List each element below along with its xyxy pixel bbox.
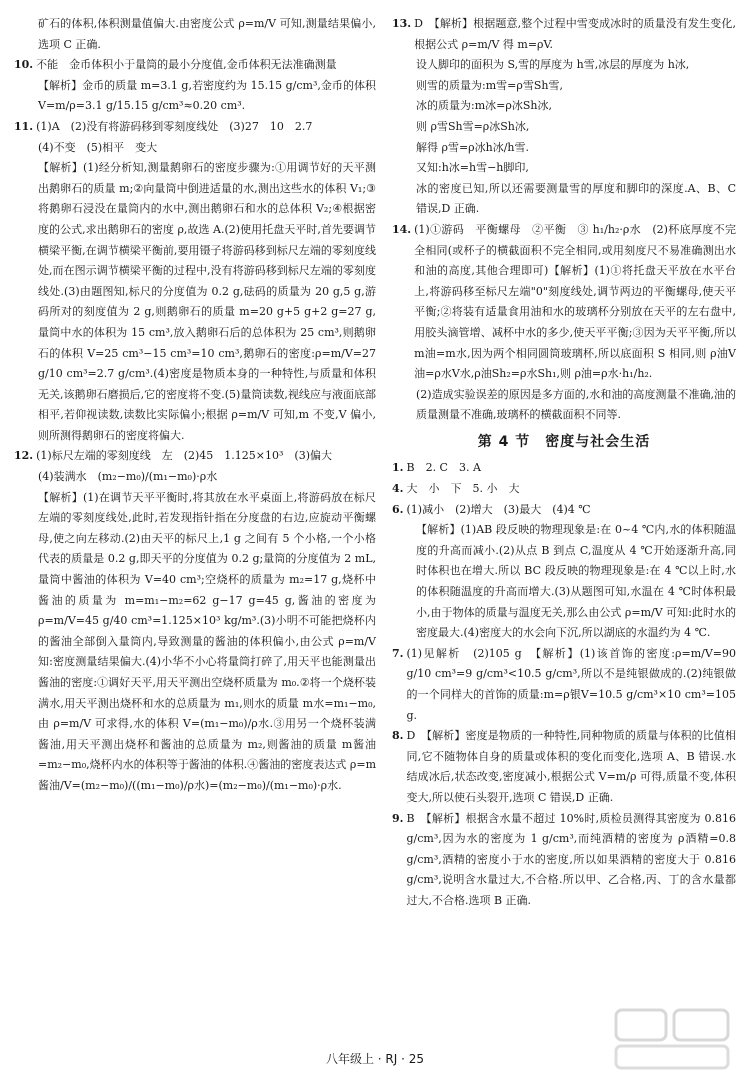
answer-item	[14, 117, 376, 138]
answer-item	[392, 220, 736, 385]
answer-text: B 2. C 3. A	[406, 461, 481, 475]
explanation-text: 【解析】(1)AB 段反映的物理现象是:在 0~4 ℃内,水的体积随温度的升高而减小.(2)从点 B 到点 C,温度从 4 ℃开始逐渐升高,同时体积也在增大.所以 BC 段反映的物理现象是:在 4 ℃以上时,水的体积随温度的升高而增大.(3)从题图可知,水温在 4 ℃时体积最小,由于物体的质量与温度无关,那么由公式 ρ=m/V 可知:此时水的密度最大.(4)密度大的水会向下沉,所以湖底的水温约为 4 ℃.	[416, 523, 736, 640]
answer-text: D 【解析】密度是物质的一种特性,同种物质的质量与体积的比值相同,它不随物体自身的质量或体积的变化而变化,选项 A、B 错误.水结成冰后,状态改变,密度减小,根据公式 V=m/ρ 可得,质量不变,体积变大,所以使石头裂开,选项 C 错误,D 正确.	[406, 729, 736, 804]
right-bottom-answers	[392, 458, 736, 911]
explanation-text: 冰的质量为:m冰=ρ冰Sh冰,	[416, 99, 552, 113]
explanation-text: 则 ρ雪Sh雪=ρ冰Sh冰,	[416, 119, 530, 133]
explanation-text: (4)不变 (5)相平 变大	[38, 140, 158, 154]
question-number: 14.	[392, 222, 412, 236]
answer-text: B 【解析】根据含水量不超过 10%时,质检员测得其密度为 0.816 g/cm³,因为水的密度为 1 g/cm³,而纯酒精的密度为 ρ酒精=0.8 g/cm³,酒精的密度小于水的密度,所以如果酒精的密度大于 0.816 g/cm³,说明含水量过大,不合格.所以甲、乙合格,丙、丁的含水量都过大,不合格.选项 B 正确.	[406, 811, 736, 907]
answer-text: (1)A (2)没有将游码移到零刻度线处 (3)27 10 2.7	[36, 119, 313, 133]
explanation-text: 【解析】(1)经分析知,测量鹅卵石的密度步骤为:①用调节好的天平测出鹅卵石的质量 m;②向量筒中倒进适量的水,测出这些水的体积 V₁;③将鹅卵石浸没在量筒内的水中,测出鹅卵石和水的总体积 V₂;④根据密度的公式,求出鹅卵石的密度 ρ,故选 A.(2)使用托盘天平时,首先要调节横梁平衡,在调节横梁平衡前,要用镊子将游码移到标尺左端的零刻度线处,而在图示调节横梁平衡的过程中,没有将游码移到标尺左端的零刻度线处.(3)由题图知,标尺的分度值为 0.2 g,砝码的质量为 20 g,5 g,游码所对的刻度值为 2 g,则鹅卵石的质量 m=20 g+5 g+2 g=27 g,量筒中水的体积为 15 cm³,放入鹅卵石后的总体积为 25 cm³,则鹅卵石的体积 V=25 cm³−15 cm³=10 cm³,鹅卵石的密度:ρ=m/V=27 g/10 cm³=2.7 g/cm³.(4)密度是物质本身的一种特性,与质量和体积无关,该鹅卵石磨损后,它的密度将不变.(5)量筒读数,视线应与液面底部相平,若仰视读数,读数比实际偏小;根据 ρ=m/V 可知,m 不变,V 偏小,则所测得鹅卵石的密度将偏大.	[38, 161, 376, 442]
explanation-text: 设人脚印的面积为 S,雪的厚度为 h雪,冰层的厚度为 h冰,	[416, 58, 690, 72]
explanation-text: 【解析】(1)在调节天平平衡时,将其放在水平桌面上,将游码放在标尺左端的零刻度线处,此时,若发现指针指在分度盘的右边,应旋动平衡螺母,使之向左移动.(2)由天平的标尺上,1 g 之间有 5 个小格,一个小格代表的质量是 0.2 g,即天平的分度值为 0.2 g;量筒的分度值为 2 mL,量筒中酱油的体积为 V=40 cm³;空烧杯的质量为 m₂=17 g,烧杯中酱油的质量为 m=m₁−m₂=62 g−17 g=45 g,酱油的密度为 ρ=m/V=45 g/40 cm³=1.125×10³ kg/m³.(3)小明不可能把烧杯内的酱油全部倒入量筒内,导致测量的酱油的体积偏小,由公式 ρ=m/V 知:密度测量结果偏大.(4)小华不小心将量筒打碎了,用天平也能测量出酱油的密度:①调好天平,用天平测出空烧杯质量为 m₀.②将一个烧杯装满水,用天平测出烧杯和水的总质量为 m₁,则水的质量 m水=m₁−m₀,由 ρ=m/V 可求得,水的体积 V=(m₁−m₀)/ρ水.③用另一个烧杯装满酱油,用天平测出烧杯和酱油的总质量为 m₂,则酱油的质量 m酱油=m₂−m₀,烧杯内水的体积等于酱油的体积.④酱油的密度表达式 ρ=m酱油/V=(m₂−m₀)/((m₁−m₀)/ρ水)=(m₂−m₀)/(m₁−m₀)·ρ水.	[38, 490, 376, 792]
explanation-text: 又知:h冰=h雪−h脚印,	[416, 161, 529, 175]
explanation-text: (2)造成实验误差的原因是多方面的,水和油的高度测量不准确,油的质量测量不准确,玻璃杯的横截面积不同等.	[416, 387, 736, 422]
question-number: 6.	[392, 502, 404, 516]
answer-text: (1)见解析 (2)105 g 【解析】(1)该首饰的密度:ρ=m/V=90 g/10 cm³=9 g/cm³<10.5 g/cm³,所以不是纯银做成的.(2)纯银做的一个同样大的首饰的质量:m=ρ银V=10.5 g/cm³×10 cm³=105 g.	[406, 646, 736, 722]
answer-text: (1)标尺左端的零刻度线 左 (2)45 1.125×10³ (3)偏大	[36, 449, 332, 463]
answer-item	[392, 726, 736, 808]
answer-text: 大 小 下 5. 小 大	[406, 482, 520, 496]
page-footer: 八年级上 · RJ · 25	[325, 1052, 425, 1066]
answer-text: D 【解析】根据题意,整个过程中雪变成冰时的质量没有发生变化,根据公式 ρ=m/V 得 m=ρV.	[414, 17, 736, 51]
answer-item	[392, 500, 736, 521]
right-top-answers	[392, 14, 736, 426]
answer-text: (1)减小 (2)增大 (3)最大 (4)4 ℃	[406, 502, 591, 516]
watermark-logo	[608, 1004, 736, 1074]
answer-item	[14, 55, 376, 76]
answer-item	[392, 479, 736, 500]
question-number: 8.	[392, 729, 404, 743]
question-number: 10.	[14, 58, 34, 72]
explanation-text: 矿石的体积,体积测量值偏大.由密度公式 ρ=m/V 可知,测量结果偏小,选项 C 正确.	[38, 17, 376, 51]
question-number: 1.	[392, 461, 404, 475]
explanation-text: 冰的密度已知,所以还需要测量雪的厚度和脚印的深度.A、B、C 错误,D 正确.	[416, 181, 736, 216]
question-number: 9.	[392, 811, 404, 825]
question-number: 7.	[392, 646, 404, 660]
explanation-text: 则雪的质量为:m雪=ρ雪Sh雪,	[416, 78, 563, 92]
answer-item	[392, 809, 736, 912]
left-column	[14, 14, 376, 797]
right-column	[392, 14, 736, 912]
explanation-text: (4)装满水 (m₂−m₀)/(m₁−m₀)·ρ水	[38, 470, 218, 484]
question-number: 13.	[392, 17, 412, 30]
answer-text: 不能 金币体积小于量筒的最小分度值,金币体积无法准确测量	[36, 58, 337, 72]
question-number: 4.	[392, 482, 404, 496]
explanation-text: 解得 ρ雪=ρ冰h冰/h雪.	[416, 140, 530, 154]
answer-item	[392, 644, 736, 726]
section-title: 第 4 节 密度与社会生活	[477, 433, 651, 450]
explanation-text: 【解析】金币的质量 m=3.1 g,若密度约为 15.15 g/cm³,金币的体积 V=m/ρ=3.1 g/15.15 g/cm³≈0.20 cm³.	[38, 78, 376, 113]
answer-item	[392, 458, 736, 479]
question-number: 12.	[14, 449, 34, 463]
question-number: 11.	[14, 119, 34, 133]
answer-item	[14, 446, 376, 467]
answer-text: (1)①游码 平衡螺母 ②平衡 ③ h₁/h₂·ρ水 (2)杯底厚度不完全相同(或杯子的横截面积不完全相同,或用刻度尺不易准确测出水和油的高度,其他合理即可)【解析】(1)①将托盘天平放在水平台上,将游码移至标尺左端"0"刻度线处,调节两边的平衡螺母,使天平平衡;②将装有适量食用油和水的玻璃杯分别放在天平的左右盘中,用胶头滴管增、减杯中水的多少,使天平平衡;③因为天平平衡,所以 m油=m水,因为两个相同圆筒玻璃杯,所以底面积 S 相同,则 ρ油V油=ρ水V水,ρ油Sh₂=ρ水Sh₁,则 ρ油=ρ水·h₁/h₂.	[414, 222, 736, 381]
answer-item	[392, 14, 736, 55]
